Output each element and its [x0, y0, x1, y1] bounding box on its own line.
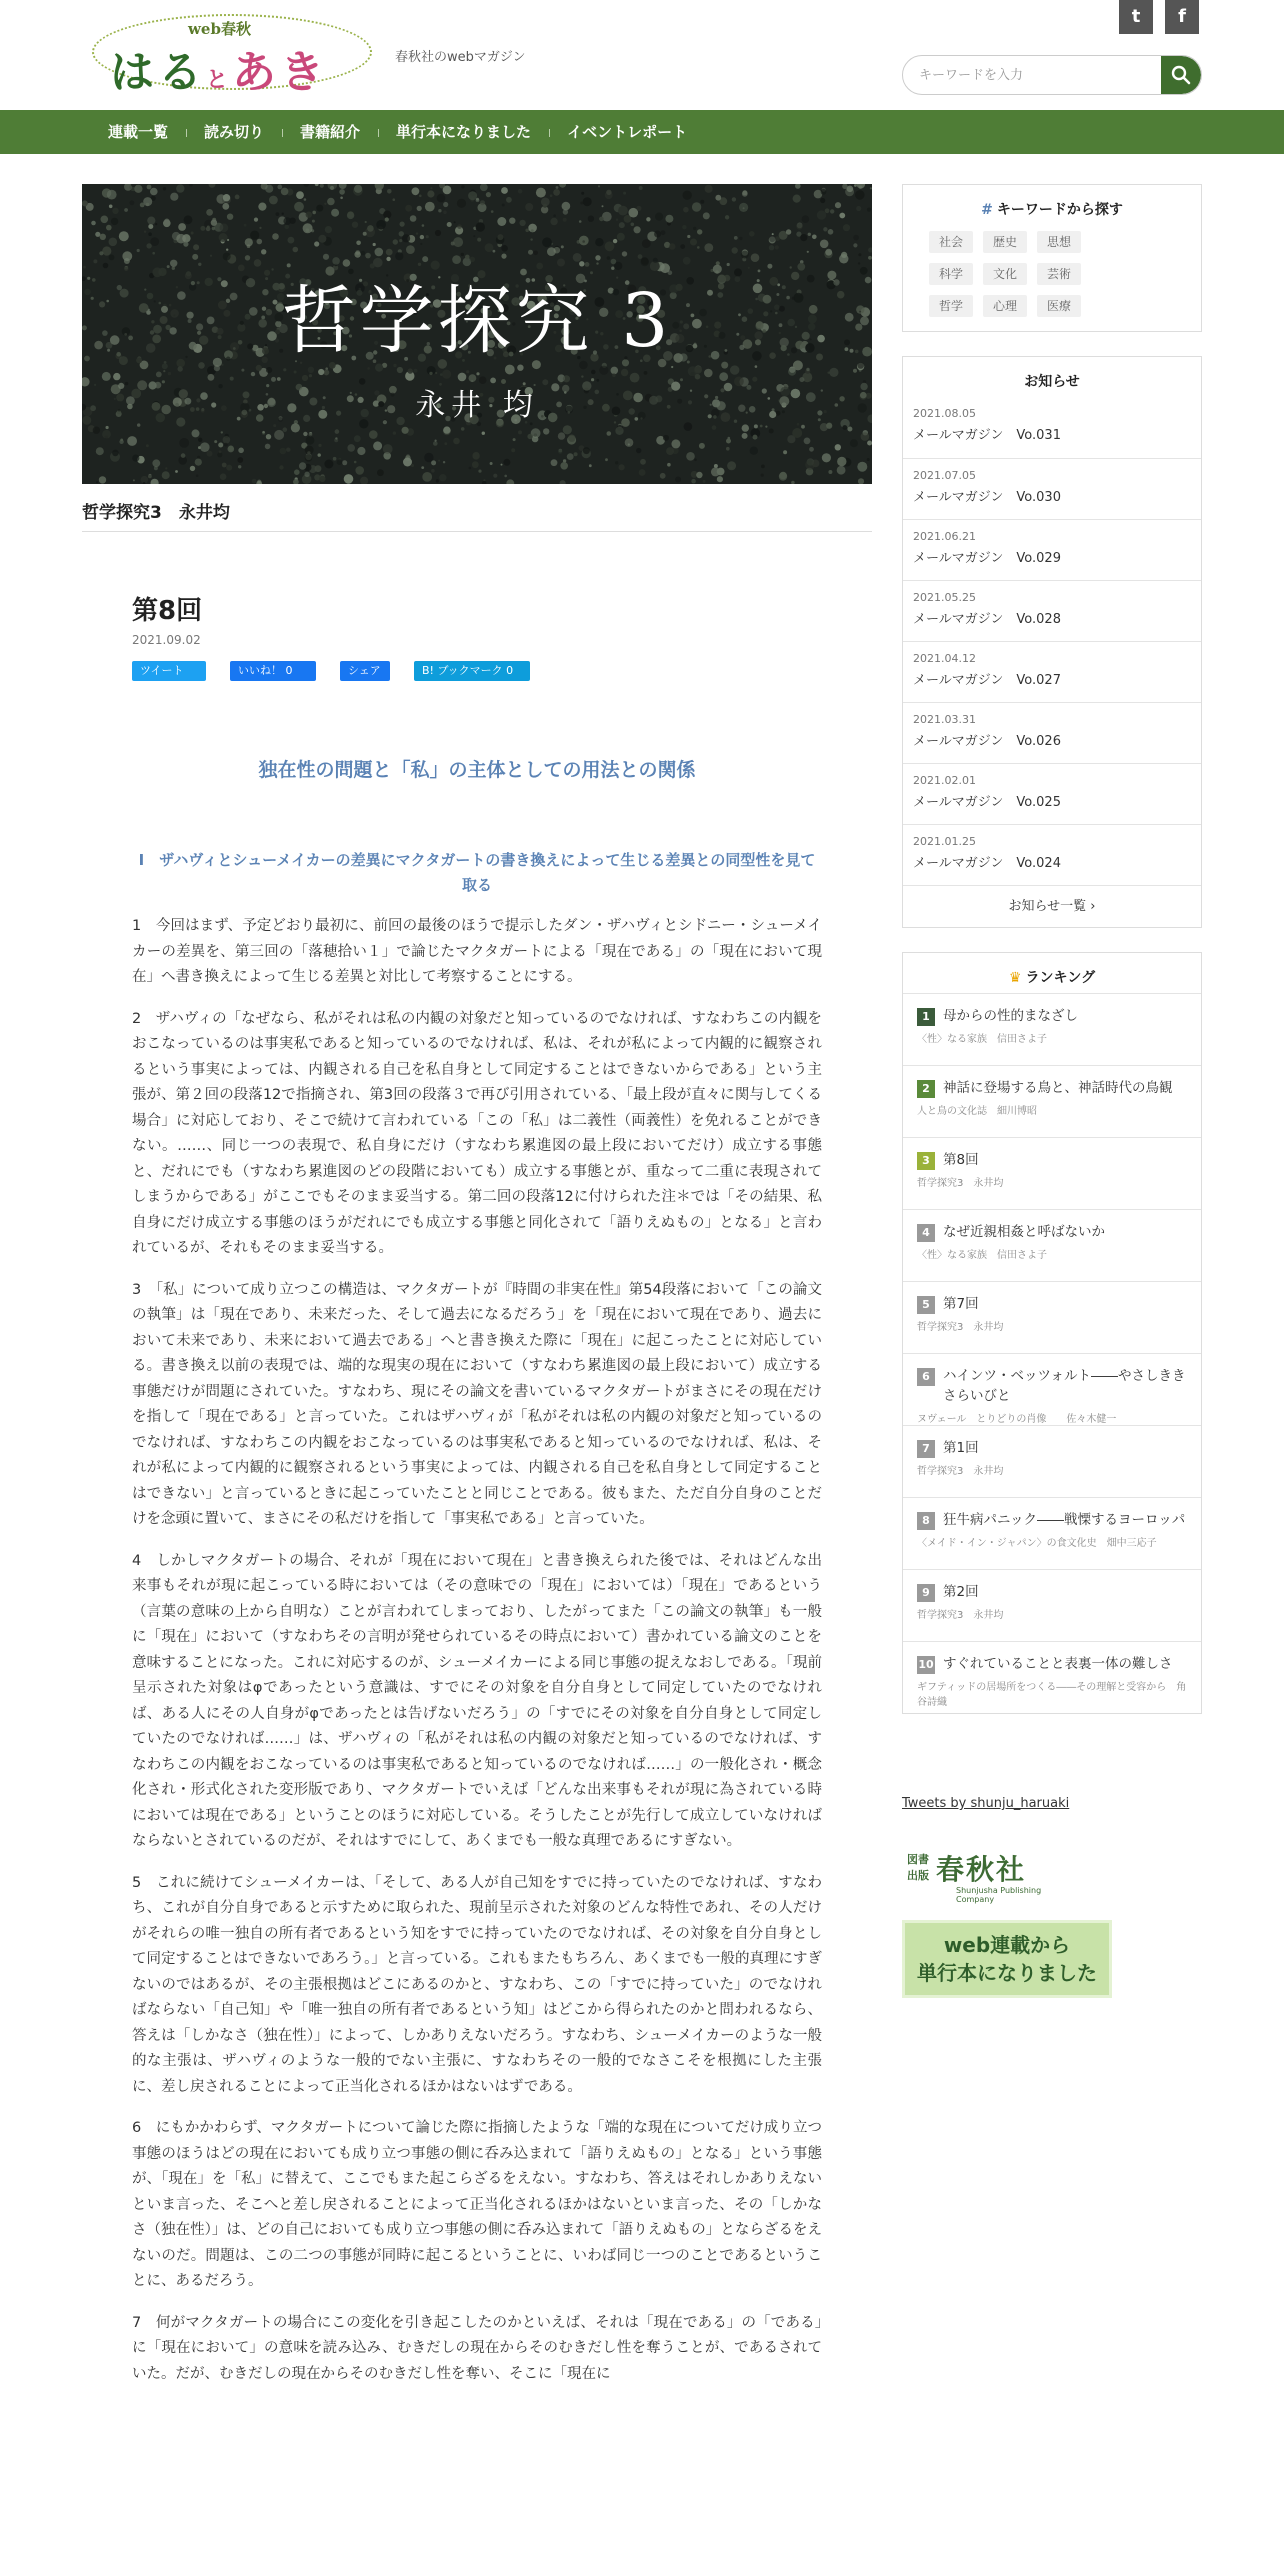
news-item[interactable]: [903, 763, 1201, 824]
hash-icon: #: [981, 202, 993, 218]
news-title: メールマガジン Vo.028: [913, 612, 1061, 627]
ranking-item[interactable]: [903, 1497, 1201, 1569]
sub-section-title: Ⅰ ザハヴィとシューメイカーの差異にマクタガートの書き換えによって生じる差異との同型性を見て取る: [138, 851, 816, 894]
rank-meta: ギフティッドの居場所をつくる――その理解と受容から 角谷詩織: [917, 1682, 1187, 1708]
search-box: [902, 55, 1202, 95]
news-item[interactable]: [903, 458, 1201, 519]
rank-title: 神話に登場する鳥と、神話時代の鳥観: [943, 1080, 1173, 1096]
logo-subtitle: web春秋: [188, 20, 251, 38]
news-title: メールマガジン Vo.025: [913, 795, 1061, 810]
ranking-list: [903, 993, 1201, 1713]
keyword-tag[interactable]: 心理: [983, 295, 1027, 317]
logo-wordmark-part-1: はる: [110, 47, 206, 98]
site-header: [0, 0, 1284, 110]
keyword-tag[interactable]: 医療: [1037, 295, 1081, 317]
rank-meta: 哲学探究3 永井均: [917, 1322, 1004, 1333]
news-title: メールマガジン Vo.026: [913, 734, 1061, 749]
search-button[interactable]: [1161, 56, 1201, 94]
ranking-item[interactable]: [903, 1425, 1201, 1497]
ranking-item[interactable]: [903, 1209, 1201, 1281]
news-box: [902, 356, 1202, 928]
banner-line-2: 単行本になりました: [917, 1961, 1097, 1985]
keyword-tag[interactable]: 科学: [929, 263, 973, 285]
publisher-mark: 図書出版: [907, 1853, 929, 1882]
rank-title: なぜ近親相姦と呼ばないか: [943, 1224, 1105, 1240]
rank-title: ハインツ・ベッツォルト――やさしききさらいびと: [943, 1368, 1186, 1404]
paragraph: 5 これに続けてシューメイカーは、「そして、ある人が自己知をすでに持っていたのでなければ、すなわち、これが自分自身であると示すために取られた、現前呈示された対象のどんな特性であれ、その人だけがそれらの唯一独自の所有者であるという知をすでに持っていたのでなければ、その対象を自分自身として同定することはできないであろう。」と言っている。これもまたもちろん、あくまでも一般的真理にすぎないのではあるが、その主張根拠はどこにあるのかと、すなわち、この「すでに持っていた」のでなければならない「自己知」や「唯一独自の所有者であるという知」はどこから得られたのかと問われるなら、答えは「しかなさ（独在性）」によって、しかありえないだろう。すなわち、シューメイカーのような一般的な主張は、ザハヴィのような一般的でない主張に、すなわちその一般的でなさこそを根拠にした主張に、差し戻されることによって正当化されるほかはないはずである。: [132, 1874, 822, 2095]
rank-title: 第8回: [943, 1152, 979, 1168]
keyword-tags: [903, 225, 1201, 331]
rank-number: 2: [917, 1080, 935, 1098]
keyword-tag[interactable]: 芸術: [1037, 263, 1081, 285]
rank-meta: 哲学探究3 永井均: [917, 1610, 1004, 1621]
rank-number: 6: [917, 1368, 935, 1386]
news-item[interactable]: [903, 702, 1201, 763]
article: [132, 590, 822, 2387]
news-date: 2021.03.31: [913, 713, 976, 726]
rank-title: すぐれていることと表裏一体の難しさ: [943, 1656, 1173, 1672]
keyword-tag[interactable]: 歴史: [983, 231, 1027, 253]
news-date: 2021.06.21: [913, 530, 976, 543]
nav-item-one-shot[interactable]: 読み切り: [186, 110, 282, 154]
rank-meta: 哲学探究3 永井均: [917, 1466, 1004, 1477]
rank-title: 第1回: [943, 1440, 979, 1456]
nav-item-events[interactable]: イベントレポート: [549, 110, 705, 154]
rank-meta: 哲学探究3 永井均: [917, 1178, 1004, 1189]
rank-meta: 〈性〉なる家族 信田さよ子: [917, 1250, 1047, 1261]
paragraph: 2 ザハヴィの「なぜなら、私がそれは私の内観の対象だと知っているのでなければ、すなわちこの内観をおこなっているのは事実私であると知っているのでなければ、私は、それが私によって内観的に観察されるという事実によっては、内観される自己を私自身として同定することはできないからである」という主張が、第２回の段落12で指摘され、第3回の段落３で再び引用されている、「最上段が直々に関与してくる場合」に対応しており、そこで続けて言われている「この「私」は二義性（両義性）を免れることができない。……、同じ一つの表現で、私自身にだけ（すなわち累進図の最上段においてだけ）成立する事態と、だれにでも（すなわち累進図のどの段階においても）成立する事態とが、重なって二重に表現されてしまうからである」がここでもそのまま妥当する。第二回の段落12に付けられた注＊では「その結果、私自身にだけ成立する事態のほうがだれにでも成立する事態と同化されて「語りえぬもの」となる」と言われているが、それもそのまま妥当する。: [132, 1010, 822, 1256]
logo-wordmark-small: と: [206, 67, 233, 93]
rank-number: 9: [917, 1584, 935, 1602]
rank-number: 1: [917, 1008, 935, 1026]
rank-meta: 人と鳥の文化誌 細川博昭: [917, 1106, 1037, 1117]
rank-title: 狂牛病パニック――戦慄するヨーロッパ: [943, 1512, 1186, 1528]
rank-number: 10: [917, 1656, 935, 1674]
hero-banner: [82, 184, 872, 484]
hero-title: 哲学探究 3: [281, 278, 673, 364]
main-nav: [0, 110, 1284, 154]
tweets-link[interactable]: Tweets by shunju_haruaki: [902, 1796, 1070, 1811]
rank-title: 第7回: [943, 1296, 979, 1312]
news-more-link[interactable]: お知らせ一覧 ›: [903, 885, 1201, 927]
ranking-item[interactable]: [903, 1137, 1201, 1209]
rank-number: 4: [917, 1224, 935, 1242]
keyword-tag[interactable]: 文化: [983, 263, 1027, 285]
site-tagline: 春秋社のwebマガジン: [395, 50, 526, 65]
banner-line-1: web連載から: [943, 1933, 1071, 1957]
news-title: メールマガジン Vo.029: [913, 551, 1061, 566]
tweet-button[interactable]: ツイート: [132, 661, 206, 681]
section-title: 独在性の問題と「私」の主体としての用法との関係: [258, 759, 696, 781]
keyword-tag[interactable]: 社会: [929, 231, 973, 253]
rank-number: 8: [917, 1512, 935, 1530]
news-item[interactable]: [903, 397, 1201, 458]
sidebar: [902, 184, 1202, 1714]
paragraph: 6 にもかかわらず、マクタガートについて論じた際に指摘したような「端的な現在についてだけ成り立つ事態のほうはどの現在においても成り立つ事態の側に呑み込まれて「語りえぬもの」となる」という事態が、「現在」を「私」に替えて、ここでもまた起こらざるをえない。すなわち、答えはそれしかありえないといま言った、そこへと差し戻されることによって正当化されるほかはないといま言った、その「しかなさ（独在性）」は、どの自己においても成り立つ事態の側に呑み込まれて「語りえぬもの」とならざるをえないのだ。問題は、この二つの事態が同時に起こるということに、いわば同じ一つのことであるということに、あるだろう。: [132, 2120, 822, 2289]
publisher-logo[interactable]: [902, 1842, 1042, 1902]
episode-title: 第8回: [132, 596, 203, 626]
logo-wordmark: [110, 36, 328, 100]
rank-number: 3: [917, 1152, 935, 1170]
paragraph: 4 しかしマクタガートの場合、それが「現在において現在」と書き換えられた後では、それはどんな出来事もそれが現に起こっている時においては（その意味での「現在」においては）「現在」であるという（言葉の意味の上から自明な）ことが言われてしまっており、したがってまた「この論文の執筆」も一般に「現在」において（すなわちその言明が発せられているその時点において）書かれている論文のことを意味することになった。これに対応するのが、シューメイカーによる同じ事態の捉えなおしである。「現前呈示された対象はφであったという意識は、すでにその対象を自分自身として同定していたのでなければ、ある人にその人自身がφであったとは告げないだろう」の「すでにその対象を自分自身として同定していたのでなければ……」は、ザハヴィの「私がそれは私の内観の対象だと知っているのでなければ、すなわちこの内観をおこなっているのは事実私であると知っているのでなければ……」の一般化され・概念化され・形式化された変形版であり、マクタガートでいえば「どんな出来事もそれが現に為されている時においては現在である」ということのほうに対応している。そうしたことが先行して成立していなければならないとされているのだが、それはすでにして、あくまでも一般な真理であるにすぎない。: [132, 1552, 822, 1849]
news-item[interactable]: [903, 641, 1201, 702]
news-list: [903, 397, 1201, 885]
news-title: メールマガジン Vo.027: [913, 673, 1061, 688]
rank-meta: ヌヴェール とりどりの肖像 佐々木健一: [917, 1414, 1117, 1425]
news-date: 2021.01.25: [913, 835, 976, 848]
share-buttons: [132, 661, 822, 681]
news-item[interactable]: [903, 824, 1201, 885]
nav-item-published[interactable]: 単行本になりました: [378, 110, 549, 154]
paragraph: 1 今回はまず、予定どおり最初に、前回の最後のほうで提示したダン・ザハヴィとシドニー・シューメイカーの差異を、第三回の「落穂拾い１」で論じたマクタガートによる「現在である」の「現在において現在」へ書き換えによって生じる差異と対比して考察することにする。: [132, 918, 822, 985]
news-date: 2021.07.05: [913, 469, 976, 482]
twitter-icon[interactable]: t: [1119, 0, 1153, 34]
ranking-item[interactable]: [903, 1569, 1201, 1641]
hero-author: 永井 均: [415, 388, 539, 423]
rank-title: 母からの性的まなざし: [943, 1008, 1078, 1024]
ranking-item[interactable]: [903, 1353, 1201, 1425]
episode-date: 2021.09.02: [132, 633, 201, 647]
publisher-name: 春秋社: [936, 1853, 1027, 1886]
share-button[interactable]: シェア: [340, 661, 390, 681]
publisher-english-name: Shunjusha Publishing Company: [956, 1886, 1042, 1904]
ranking-item[interactable]: [903, 993, 1201, 1065]
hatena-bookmark-button[interactable]: B! ブックマーク 0: [414, 661, 530, 681]
news-date: 2021.02.01: [913, 774, 976, 787]
ranking-item[interactable]: [903, 1641, 1201, 1713]
ranking-heading-label: ランキング: [1025, 970, 1096, 986]
facebook-icon[interactable]: f: [1165, 0, 1199, 34]
paragraph: 3 「私」について成り立つこの構造は、マクタガートが『時間の非実在性』第54段落において「この論文の執筆」は「現在であり、未来だった、そして過去になるだろう」を「現在において現在であり、過去において未来であり、未来において過去である」へと書き換えた際に「現在」に起こったことに対応している。書き換え以前の表現では、端的な現実の現在において（すなわち累進図の最上段において）成立する事態だけが問題にされていた。すなわち、現にその論文を書いているマクタガートがまさにその現在だけを指して「現在である」と言っていた。これはザハヴィが「私がそれは私の内観の対象だと知っているのでなければ、すなわちこの内観をおこなっているのは事実私であると知っているのでなければ、私は、それが私によって内観的に観察されるという事実によっては、内観される自己を私自身として同定することはできない」と言っているときに起こっていたことと同じことである。彼もまた、ただ自分自身のことだけを念頭に置いて、まさにその私だけを指して「事実私である」と言っていた。: [132, 1281, 822, 1527]
news-date: 2021.08.05: [913, 407, 976, 420]
news-heading: お知らせ: [1024, 374, 1080, 390]
ranking-box: [902, 952, 1202, 1714]
keyword-heading-label: キーワードから探す: [996, 202, 1123, 218]
rank-title: 第2回: [943, 1584, 979, 1600]
news-date: 2021.05.25: [913, 591, 976, 604]
keyword-heading: [903, 185, 1201, 225]
search-input[interactable]: [903, 56, 1161, 94]
nav-item-books[interactable]: 書籍紹介: [282, 110, 378, 154]
logo-wordmark-part-2: あき: [232, 47, 329, 98]
rank-meta: 〈性〉なる家族 信田さよ子: [917, 1034, 1047, 1045]
series-title: 哲学探究3 永井均: [82, 498, 872, 532]
nav-item-series[interactable]: 連載一覧: [108, 123, 169, 141]
rank-number: 7: [917, 1440, 935, 1458]
nav-list: [90, 110, 705, 154]
news-title: メールマガジン Vo.030: [913, 490, 1061, 505]
ranking-heading: [903, 953, 1201, 993]
rank-meta: 〈メイド・イン・ジャパン〉の食文化史 畑中三応子: [917, 1538, 1157, 1549]
ranking-item[interactable]: [903, 1065, 1201, 1137]
keyword-box: [902, 184, 1202, 332]
published-books-banner[interactable]: [902, 1920, 1112, 1998]
paragraph: 7 何がマクタガートの場合にこの変化を引き起こしたのかといえば、それは「現在である」の「である」に「現在において」の意味を読み込み、むきだしの現在からそのむきだし性を奪うことが、であるされていた。だが、むきだしの現在からそのむきだし性を奪い、そこに「現在に: [132, 2314, 822, 2382]
news-item[interactable]: [903, 519, 1201, 580]
rank-number: 5: [917, 1296, 935, 1314]
crown-icon: ♛: [1008, 970, 1022, 986]
news-date: 2021.04.12: [913, 652, 976, 665]
search-icon: [1171, 65, 1191, 85]
ranking-item[interactable]: [903, 1281, 1201, 1353]
keyword-tag[interactable]: 哲学: [929, 295, 973, 317]
news-item[interactable]: [903, 580, 1201, 641]
keyword-tag[interactable]: 思想: [1037, 231, 1081, 253]
news-title: メールマガジン Vo.031: [913, 428, 1061, 443]
news-title: メールマガジン Vo.024: [913, 856, 1061, 871]
like-button[interactable]: いいね！ 0: [230, 661, 316, 681]
site-logo[interactable]: [92, 14, 372, 98]
